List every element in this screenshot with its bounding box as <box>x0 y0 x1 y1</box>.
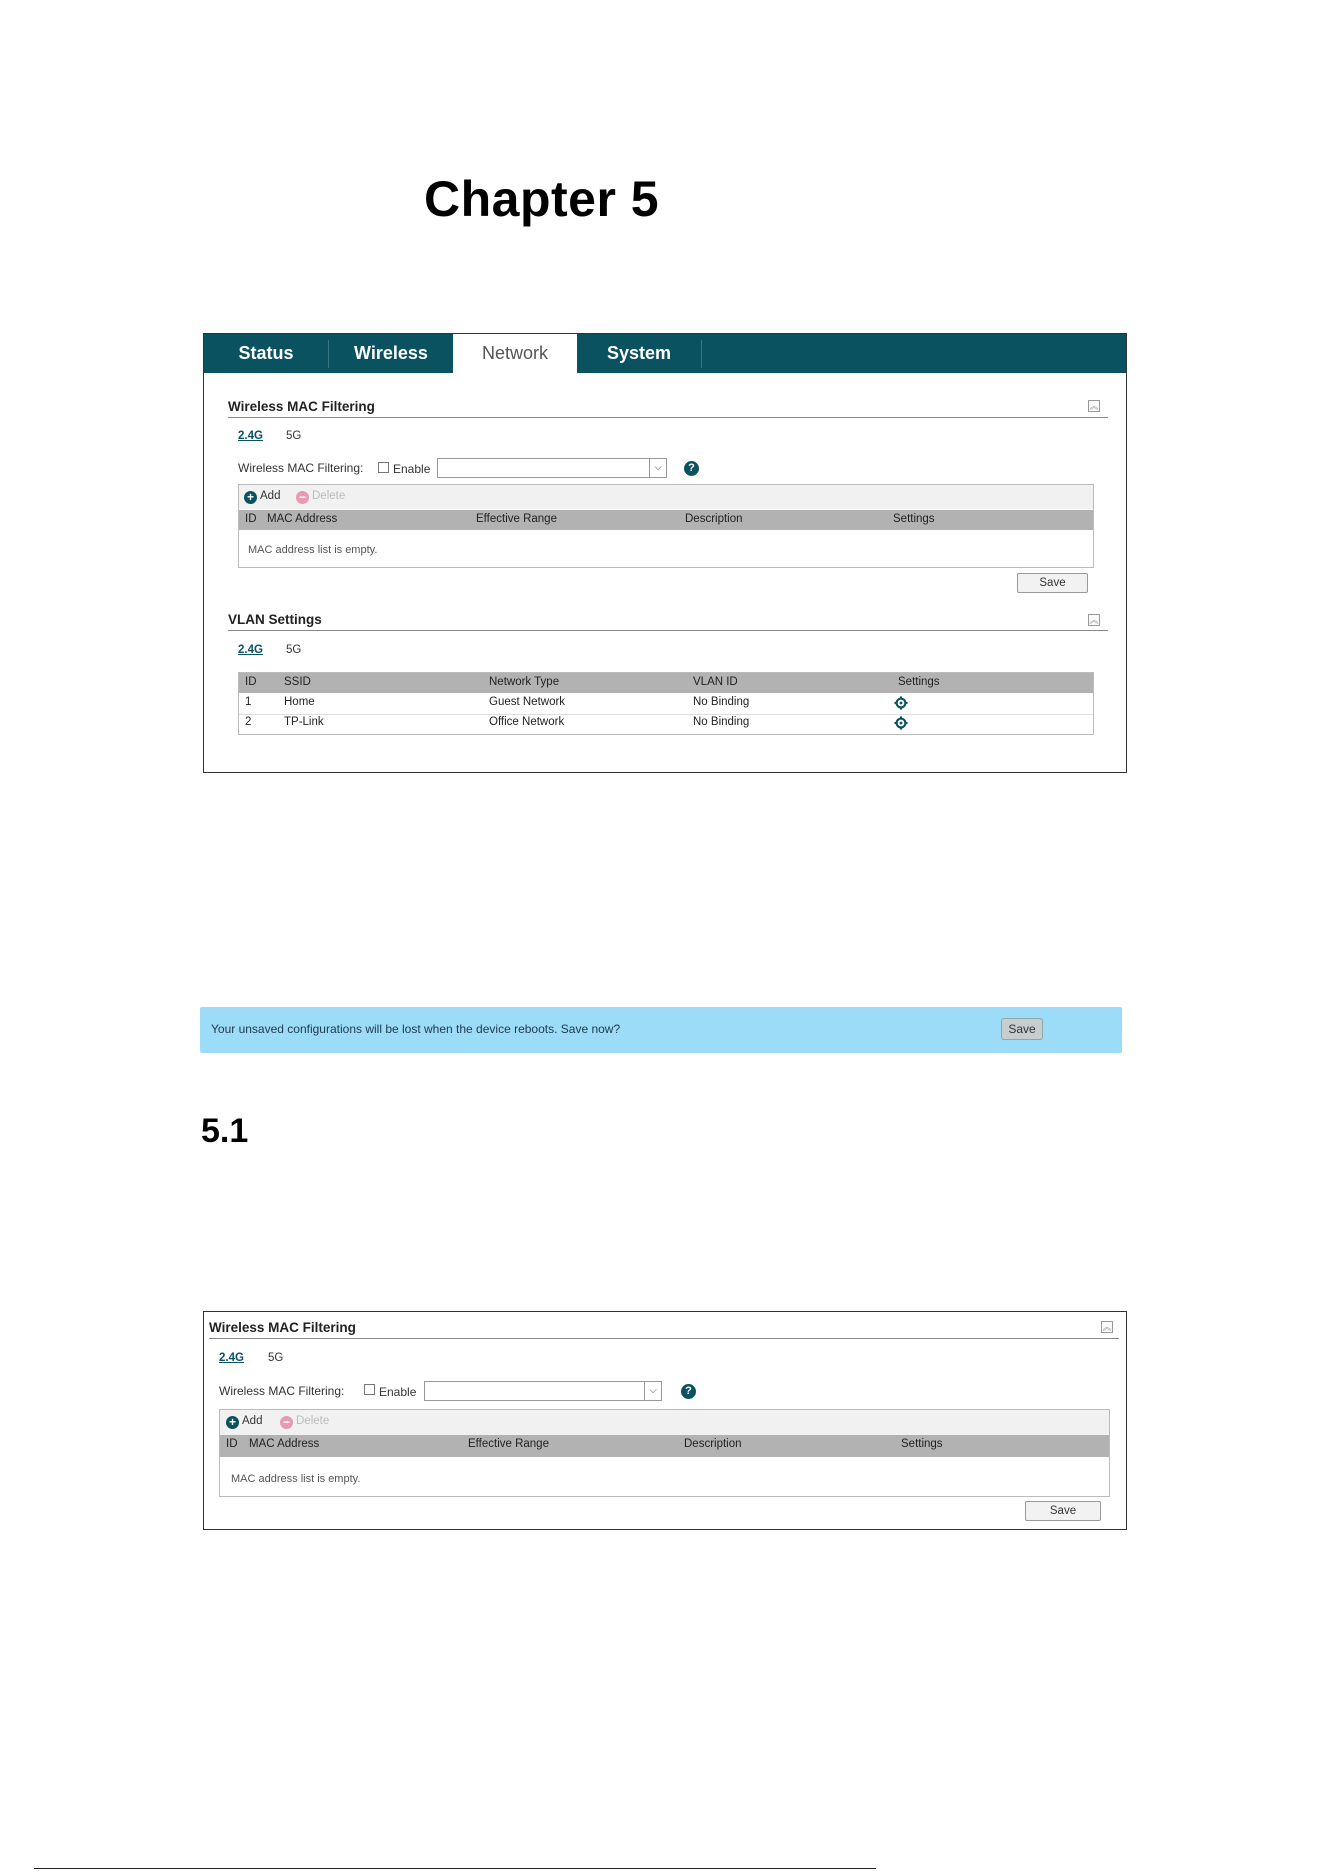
band-tab-5g[interactable]: 5G <box>286 430 302 442</box>
column-header: Settings <box>893 513 935 525</box>
table-header <box>220 1435 1109 1457</box>
banner-save-button[interactable]: Save <box>1001 1018 1043 1040</box>
banner-message: Your unsaved configurations will be lost when the device reboots. Save now? <box>211 1022 621 1036</box>
column-header: MAC Address <box>249 1438 320 1450</box>
delete-button[interactable] <box>296 490 345 504</box>
table-cell-id: 2 <box>245 716 252 728</box>
mac-filtering-label: Wireless MAC Filtering: <box>238 461 364 475</box>
band-tab-5g[interactable]: 5G <box>286 644 302 656</box>
table-toolbar <box>239 485 1093 509</box>
unsaved-config-banner <box>200 1007 1122 1053</box>
table-cell-ssid: TP-Link <box>284 716 324 728</box>
column-header: MAC Address <box>267 513 338 525</box>
mac-filtering-screenshot <box>203 1311 1127 1530</box>
column-header: Effective Range <box>468 1438 549 1450</box>
add-label: Add <box>260 490 281 502</box>
mac-filtering-label: Wireless MAC Filtering: <box>219 1384 345 1398</box>
mac-table <box>238 484 1094 568</box>
table-toolbar <box>220 1410 1109 1435</box>
band-tab-2.4g[interactable]: 2.4G <box>238 430 263 442</box>
column-header: Effective Range <box>476 513 557 525</box>
section-divider <box>209 1338 1119 1339</box>
delete-icon: − <box>280 1416 293 1429</box>
section-divider <box>228 417 1108 418</box>
add-label: Add <box>242 1415 263 1427</box>
add-icon: + <box>244 491 257 504</box>
column-header: ID <box>226 1438 238 1450</box>
enable-checkbox[interactable] <box>364 1384 375 1395</box>
collapse-icon[interactable]: ︽ <box>1102 1322 1112 1332</box>
section-divider <box>228 630 1108 631</box>
tab-status[interactable]: Status <box>238 343 294 363</box>
table-cell-network-type: Office Network <box>489 716 565 728</box>
table-header <box>239 510 1093 530</box>
dropdown-arrow-icon: ⌵ <box>649 459 666 477</box>
enable-label: Enable <box>393 462 431 476</box>
band-tab-2.4g[interactable]: 2.4G <box>219 1352 244 1364</box>
table-header <box>239 673 1093 693</box>
table-cell-vlan-id: No Binding <box>693 696 750 708</box>
delete-button[interactable] <box>280 1415 329 1429</box>
help-icon[interactable]: ? <box>684 461 699 476</box>
gear-icon[interactable] <box>894 696 908 710</box>
add-icon: + <box>226 1416 239 1429</box>
section-title-mac-filtering: Wireless MAC Filtering <box>228 399 375 414</box>
footer-divider <box>34 1868 876 1869</box>
column-header: Description <box>684 1438 742 1450</box>
add-button[interactable] <box>244 490 280 504</box>
section-title-mac-filtering: Wireless MAC Filtering <box>209 1320 356 1335</box>
column-header: VLAN ID <box>693 676 738 688</box>
row-divider <box>239 714 1093 715</box>
mac-table <box>219 1409 1110 1497</box>
tab-network[interactable]: Network <box>453 334 577 373</box>
filter-mode-select[interactable] <box>437 458 667 478</box>
section-title-vlan: VLAN Settings <box>228 612 322 627</box>
delete-icon: − <box>296 491 309 504</box>
delete-label: Delete <box>312 490 346 502</box>
collapse-icon[interactable]: ︽ <box>1089 615 1099 625</box>
nav-separator <box>701 340 702 368</box>
band-tab-2.4g[interactable]: 2.4G <box>238 644 263 656</box>
enable-label: Enable <box>379 1385 417 1399</box>
vlan-table <box>238 672 1094 735</box>
tab-wireless[interactable]: Wireless <box>354 343 428 363</box>
tab-system[interactable]: System <box>606 343 672 363</box>
delete-label: Delete <box>296 1415 330 1427</box>
column-header: Network Type <box>489 676 560 688</box>
column-header: ID <box>245 676 257 688</box>
filter-mode-select[interactable] <box>424 1381 662 1401</box>
column-header: SSID <box>284 676 311 688</box>
collapse-icon[interactable]: ︽ <box>1089 401 1099 411</box>
chapter-title: Chapter 5 <box>424 171 660 227</box>
network-page-screenshot <box>203 333 1127 773</box>
table-cell-id: 1 <box>245 696 252 708</box>
save-button[interactable]: Save <box>1025 1501 1101 1521</box>
add-button[interactable] <box>226 1415 262 1429</box>
top-navigation-bar <box>204 334 1126 373</box>
section-number: 5.1 <box>201 1112 249 1150</box>
empty-list-message: MAC address list is empty. <box>231 1473 361 1485</box>
column-header: Description <box>685 513 743 525</box>
column-header: Settings <box>901 1438 943 1450</box>
band-tab-5g[interactable]: 5G <box>268 1352 284 1364</box>
table-cell-network-type: Guest Network <box>489 696 566 708</box>
table-cell-ssid: Home <box>284 696 315 708</box>
help-icon[interactable]: ? <box>681 1384 696 1399</box>
gear-icon[interactable] <box>894 716 908 730</box>
column-header: ID <box>245 513 257 525</box>
empty-list-message: MAC address list is empty. <box>248 544 378 556</box>
column-header: Settings <box>898 676 940 688</box>
save-button[interactable]: Save <box>1017 573 1088 593</box>
dropdown-arrow-icon: ⌵ <box>644 1382 661 1400</box>
enable-checkbox[interactable] <box>378 462 389 473</box>
table-cell-vlan-id: No Binding <box>693 716 750 728</box>
